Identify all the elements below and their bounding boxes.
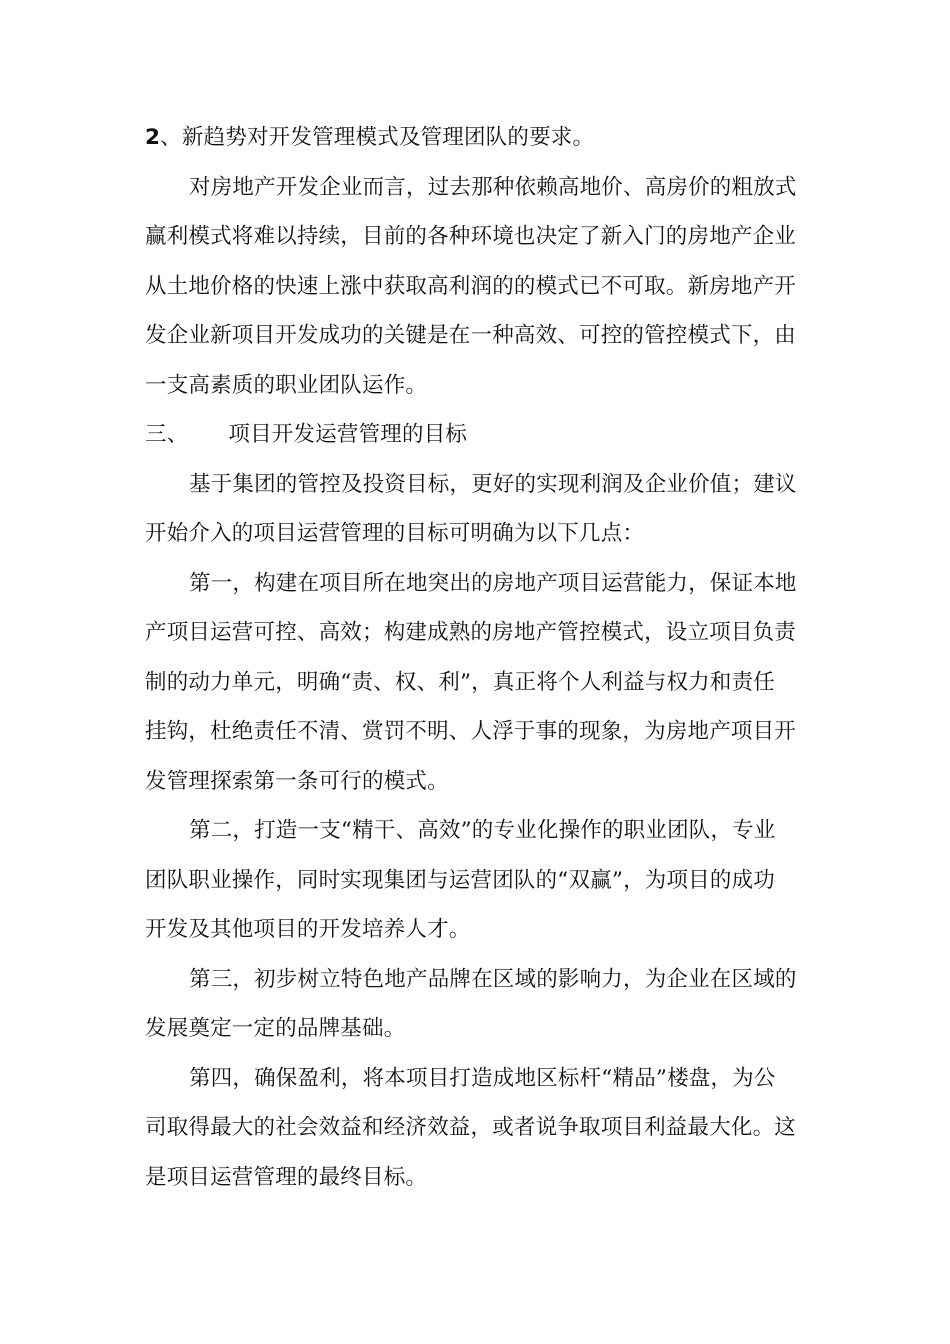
section-title: 项目开发运营管理的目标	[228, 422, 468, 447]
document-page	[145, 113, 807, 1202]
paragraph-line: 第一，构建在项目所在地突出的房地产项目运营能力，保证本地	[189, 570, 797, 596]
paragraph-4	[145, 806, 807, 955]
paragraph-line: 产项目运营可控、高效；构建成熟的房地产管控模式，设立项目负责	[145, 620, 797, 645]
paragraph-5	[145, 955, 807, 1054]
paragraph-line: 一支高素质的职业团队运作。	[145, 372, 428, 398]
paragraph-line: 是项目运营管理的最终目标。	[145, 1164, 428, 1190]
paragraph-line: 发管理探索第一条可行的模式。	[145, 768, 449, 794]
paragraph-line: 开发及其他项目的开发培养人才。	[145, 917, 471, 942]
paragraph-1	[145, 163, 807, 411]
paragraph-line: 第二，打造一支“精干、高效”的专业化操作的职业团队，专业	[189, 818, 776, 843]
paragraph-line: 制的动力单元，明确“责、权、利”，真正将个人利益与权力和责任	[145, 669, 775, 695]
paragraph-line: 挂钩，杜绝责任不清、赏罚不明、人浮于事的现象，为房地产项目开	[145, 719, 797, 744]
paragraph-line: 开始介入的项目运营管理的目标可明确为以下几点：	[145, 521, 645, 546]
subheading-number: 2	[145, 125, 161, 150]
paragraph-line: 第三，初步树立特色地产品牌在区域的影响力，为企业在区域的	[189, 966, 797, 992]
paragraph-line: 发展奠定一定的品牌基础。	[145, 1016, 406, 1041]
paragraph-3	[145, 559, 807, 807]
paragraph-line: 对房地产开发企业而言，过去那种依赖高地价、高房价的粗放式	[189, 174, 797, 200]
paragraph-line: 基于集团的管控及投资目标，更好的实现利润及企业价值；建议	[189, 471, 797, 497]
subheading-text: 、新趋势对开发管理模式及管理团队的要求。	[160, 125, 595, 150]
paragraph-line: 司取得最大的社会效益和经济效益，或者说争取项目利益最大化。这	[145, 1115, 797, 1140]
paragraph-line: 第四，确保盈利，将本项目打造成地区标杆“精品”楼盘，为公	[189, 1065, 776, 1091]
paragraph-6	[145, 1054, 807, 1203]
paragraph-2	[145, 460, 807, 559]
paragraph-line: 发企业新项目开发成功的关键是在一种高效、可控的管控模式下，由	[145, 323, 797, 348]
subheading-2	[145, 113, 807, 163]
section-heading-3	[145, 410, 807, 460]
paragraph-line: 从土地价格的快速上涨中获取高利润的的模式已不可取。新房地产开	[145, 273, 797, 299]
paragraph-line: 团队职业操作，同时实现集团与运营团队的“双赢”，为项目的成功	[145, 867, 775, 893]
paragraph-line: 赢利模式将难以持续，目前的各种环境也决定了新入门的房地产企业	[145, 224, 797, 249]
section-number: 三、	[145, 422, 189, 447]
